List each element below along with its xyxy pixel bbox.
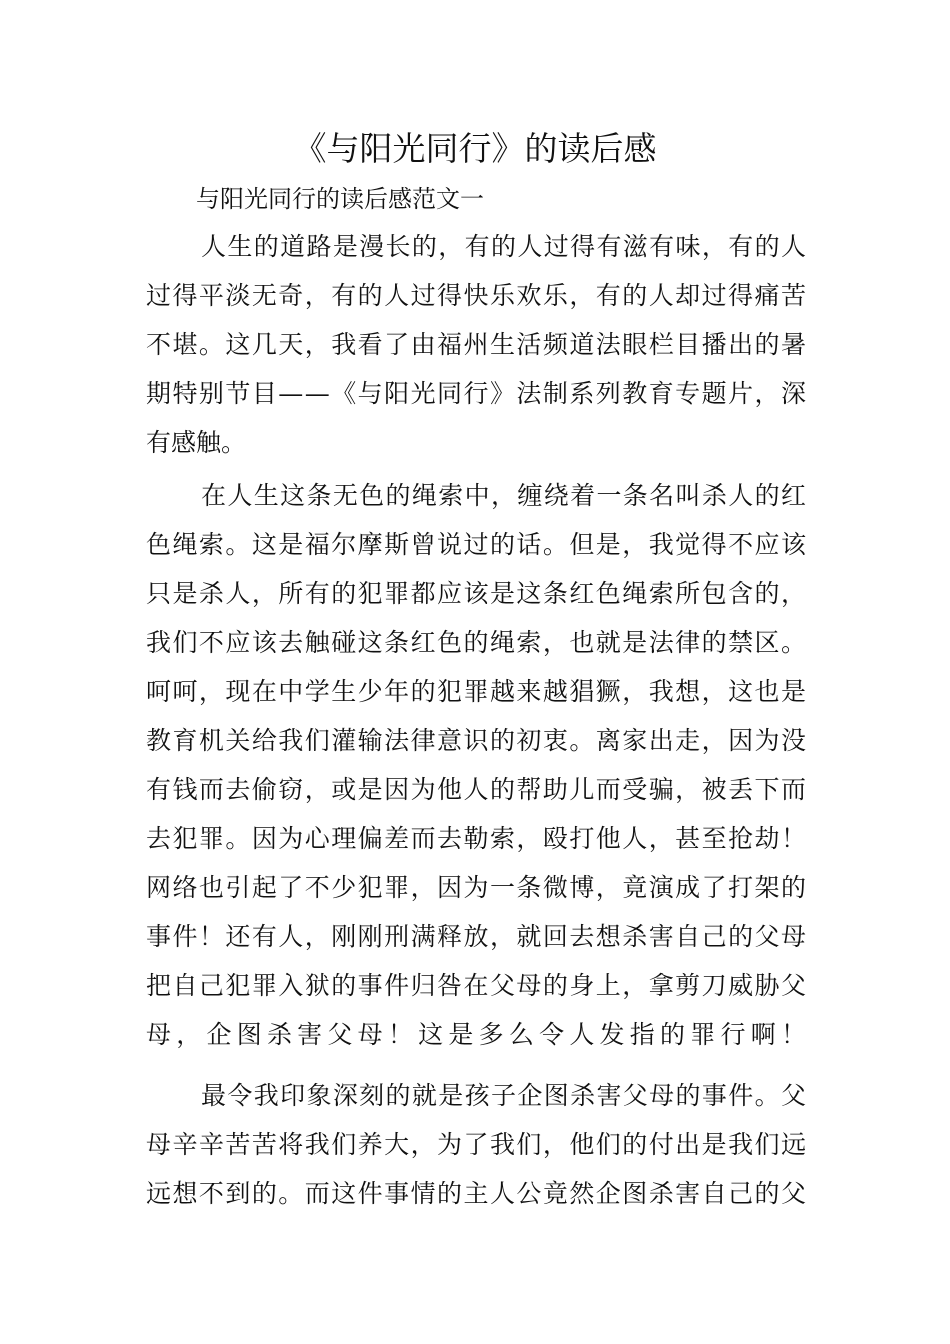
paragraph-line: 把自己犯罪入狱的事件归咎在父母的身上，拿剪刀威胁父 <box>146 971 808 1000</box>
paragraph-line: 去犯罪。因为心理偏差而去勒索，殴打他人，甚至抢劫！ <box>146 824 808 853</box>
paragraph-line: 母，企图杀害父母！这是多么令人发指的罪行啊！ <box>146 1020 812 1049</box>
paragraph-line: 只是杀人，所有的犯罪都应该是这条红色绳索所包含的， <box>146 579 808 608</box>
paragraph-line: 我们不应该去触碰这条红色的绳索，也就是法律的禁区。 <box>146 628 808 657</box>
document-subtitle: 与阳光同行的读后感范文一 <box>196 185 484 213</box>
paragraph-line: 呵呵，现在中学生少年的犯罪越来越猖獗，我想，这也是 <box>146 677 808 706</box>
paragraph-1 <box>146 222 806 467</box>
paragraph-2 <box>146 471 812 1059</box>
document-title: 《与阳光同行》的读后感 <box>293 129 657 168</box>
paragraph-line: 母辛辛苦苦将我们养大，为了我们，他们的付出是我们远 <box>146 1130 808 1159</box>
paragraph-line: 在人生这条无色的绳索中，缠绕着一条名叫杀人的红 <box>201 481 808 510</box>
paragraph-line: 有钱而去偷窃，或是因为他人的帮助儿而受骗，被丢下而 <box>146 775 808 804</box>
paragraph-line: 远想不到的。而这件事情的主人公竟然企图杀害自己的父 <box>146 1179 808 1208</box>
paragraph-line: 期特别节目——《与阳光同行》法制系列教育专题片，深 <box>146 379 808 408</box>
paragraph-line: 不堪。这几天，我看了由福州生活频道法眼栏目播出的暑 <box>146 330 808 359</box>
paragraph-line: 过得平淡无奇，有的人过得快乐欢乐，有的人却过得痛苦 <box>146 281 808 310</box>
paragraph-line: 最令我印象深刻的就是孩子企图杀害父母的事件。父 <box>201 1081 808 1110</box>
paragraph-line: 人生的道路是漫长的，有的人过得有滋有味，有的人 <box>201 232 808 261</box>
paragraph-line: 网络也引起了不少犯罪，因为一条微博，竟演成了打架的 <box>146 873 808 902</box>
paragraph-line: 教育机关给我们灌输法律意识的初衷。离家出走，因为没 <box>146 726 808 755</box>
paragraph-line: 有感触。 <box>146 428 247 457</box>
paragraph-3 <box>146 1071 806 1218</box>
paragraph-line: 事件！还有人，刚刚刑满释放，就回去想杀害自己的父母 <box>146 922 808 951</box>
paragraph-line: 色绳索。这是福尔摩斯曾说过的话。但是，我觉得不应该 <box>146 530 808 559</box>
